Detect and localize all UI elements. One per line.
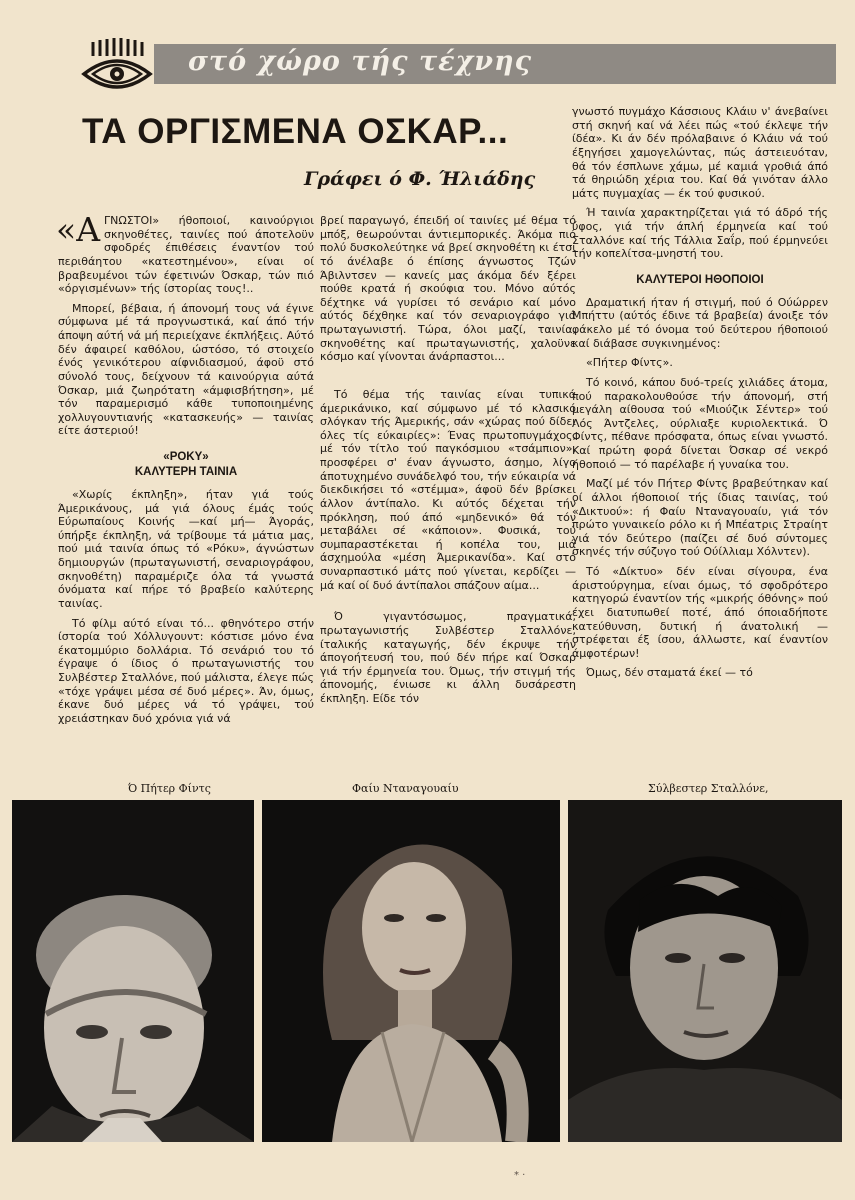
page-mark: * · xyxy=(514,1170,526,1181)
photo-peter-finch xyxy=(12,800,254,1142)
photo-sylvester-stallone xyxy=(568,800,842,1142)
text-column-3 xyxy=(572,105,828,686)
paragraph: «Πήτερ Φίντς». xyxy=(586,356,673,370)
article-headline: ΤΑ ΟΡΓΙΣΜΕΝΑ ΟΣΚΑΡ... xyxy=(82,112,509,151)
caption-sylvester-stallone: Σύλβεστερ Σταλλόνε, xyxy=(648,782,769,795)
section-title: στό χώρο τής τέχνης xyxy=(188,46,533,77)
subheading-rocky: «ΡΟΚΥ» ΚΑΛΥΤΕΡΗ ΤΑΙΝΙΑ xyxy=(134,451,238,478)
paragraph: Μαζί μέ τόν Πήτερ Φίντς βραβεύτηκαν καί οί άλλοι ήθοποιοί τής ίδιας ταινίας, τού «Δικτυού»: ή Φαίυ Νταναγουαίυ, γιά τόν πρώτο γυναικείο ρόλο κι ή Μπέατρις Στραίητ γιά τόν δεύτερο (παίζει σέ δυό σύντομες σκηνές τήν σύζυγο τού Ούίλλιαμ Χόλντεν). xyxy=(572,477,828,559)
paragraph: Τό φίλμ αύτό είναι τό... φθηνότερο στήν ίστορία τού Χόλλυγουντ: κόστισε μόνο ένα έκατομμύριο δολλάρια. Τό σενάριό του τό έγραψε ό ίδιος ό πρωταγωνιστής του Συλβέστερ Σταλλόνε, πού μάλιστα, έλεγε πώς «τόχε γράψει μέσα σέ δυό μέρες». Άν, όμως, έκανε δυό μέρες νά τό γράψει, τού χρειάστηκαν δυό χρόνια γιά νά xyxy=(58,616,314,725)
text-column-1 xyxy=(56,210,314,732)
paragraph: βρεί παραγωγό, έπειδή οί ταινίες μέ θέμα τό μπόξ, θεωρούνται άντιεμπορικές. Άκόμα πιό πολύ δυσκολεύτηκε νά βρεί σκηνοθέτη κι έτσι τό άνέλαβε ό έπίσης άγνωστος Τζών Άβιλντσεν — κανείς μας άκόμα δέν ξέρει πούθε κρατά ή σκούφια του. Μόνο αύτός δέχτηκε νά γυρίσει τό σενάριο καί μόνο αύτός δέχθηκε καί τόν σεναριογράφο γιά πρωταγωνιστή. Τώρα, όλοι μαζί, ταινία, σκηνοθέτης καί πρωταγωνιστής, χαλοϋνε κόσμο καί γίνονται άνάρπαστοι... xyxy=(320,214,576,364)
paragraph: «ΑΓΝΩΣΤΟΙ» ήθοποιοί, καινούργιοι σκηνοθέτες, ταινίες πού άποτελοϋν σφοδρές έπιθέσεις έναντίον τού περιθάητου «κατεστημένου», είναι οί βραβευμένοι τών έφετινών Όσκαρ, τών πιό «όργισμένων» τής ίστορίας τους!.. xyxy=(56,210,314,296)
caption-faye-dunaway: Φαίυ Νταναγουαίυ xyxy=(352,782,459,795)
paragraph: «Χωρίς έκπληξη», ήταν γιά τούς Άμερικάνους, μά γιά όλους έμάς τούς Εύρωπαίους Κοινής —καί μή— Άγοράς, ύπήρξε έκπληξη, νά τρίβουμε τά μάτια μας, πού μιά ταινία όπως τό «Ρόκυ», άγνώστων δημιουργών (πρωταγωνιστή, σεναριογράφου, σκηνοθέτη) παραμέριζε όλα τά γνωστά όνόματα καί πήρε τό βραβείο καλύτερης ταινίας. xyxy=(58,487,314,610)
drop-cap: «Α xyxy=(56,210,101,249)
paragraph: Μπορεί, βέβαια, ή άπονομή τους νά έγινε σύμφωνα μέ τά προγνωστικά, καί άπό τήν άποψη αύτή νά μή περιείχανε έκπλήξεις. Αύτό δέν άφαιρεί καθόλου, ώστόσο, τό στοιχείο ένός γενικότερου αίφνιδιασμού, άφοϋ στό σύνολό τους, δείχνουν τά καινούργια αύτά Όσκαρ, μιά ζωηρότατη «άμφισβήτηση», μέ τόν παραμερισμό κάθε τυποποιημένης χολλυγουντιανής «κατασκευής» — ταινίας είτε άστεριού! xyxy=(58,301,314,438)
article-byline: Γράφει ό Φ. Ήλιάδης xyxy=(304,168,536,190)
caption-peter-finch: Ό Πήτερ Φίντς xyxy=(128,782,211,795)
text-column-2 xyxy=(320,214,576,712)
subheading-best-actors: ΚΑΛΥΤΕΡΟΙ ΗΘΟΠΟΙΟΙ xyxy=(636,273,764,286)
paragraph: Δραματική ήταν ή στιγμή, πού ό Ούώρρεν Μπήττυ (αύτός έδινε τά βραβεία) άνοιξε τόν φάκελο μέ τό όνομα τού δεύτερου ήθοποιού καί διάβασε συγκινημένος: xyxy=(572,295,828,350)
paragraph: γνωστό πυγμάχο Κάσσιους Κλάιυ ν' άνεβαίνει στή σκηνή καί νά λέει πώς «τού έκλεψε τήν ίδέα». Κι άν δέν πρόλαβαινε ό Κλάιυ νά τού έξηγήσει χαμογελώντας, πώς άστειευόταν, θά τόν έσπλωνε χάμω, μέ καμιά γροθιά άπό τά θηριώδη χέρια του. Καί θά γινόταν άλλο μάτς πυγμαχίας — έκ τού φυσικού. xyxy=(572,105,828,200)
paragraph: Τό θέμα τής ταινίας είναι τυπικά άμερικάνικο, καί σύμφωνο μέ τό κλασικό σλόγκαν τής Άμερικής, σάν «χώρας πού δίδει όλες τίς εύκαιρίες»: Ένας πρωτοπυγμάχος, μέ τόν τίτλο τού παγκόσμιου «τσάμπιον», προσφέρει σ' έναν άγνωστο, άσημο, λίγο άποτυχημένο συνάδελφό του, τήν εύκαιρία νά διεκδικήσει τό «στέμμα», άφοϋ δέν βρίσκει άλλον άντίπαλο. Κι αύτός δέχεται τήν πρόκληση, πού άπό «μηδενικό» θά τόν μεταβάλει σέ «κάποιον». Φυσικά, τού συμπαραστέκεται ή κοπέλα του, μιά άσχημούλα «μέση Άμερικανίδα». Καί στό συναρπαστικό μάτς πού γίνεται, κερδίζει — μά καί οί δυό άντίπαλοι σπάζουν αίμα... xyxy=(320,387,576,592)
paragraph: Όμως, δέν σταματά έκεί — τό xyxy=(586,666,753,680)
paragraph: Τό «Δίκτυο» δέν είναι σίγουρα, ένα άριστούργημα, είναι όμως, τό σφοδρότερο κατηγορώ έναντίον τής «μικρής όθόνης» πού έχει διατυπωθεί ποτέ, άπό όποιαδήποτε κατεύθυνση, δυτική ή άνατολική — στρέφεται έξ ίσου, άλλωστε, καί έναντίον άμφοτέρων! xyxy=(572,565,828,660)
paragraph: Ή ταινία χαρακτηρίζεται γιά τό άδρό τής ύφος, γιά τήν άπλή έρμηνεία καί τού Σταλλόνε καί τής Τάλλια Σαΐρ, πού έρμηνεύει τήν κοπελίτσα-μνηστή του. xyxy=(572,206,828,261)
paragraph: Ό γιγαντόσωμος, πραγματικά, πρωταγωνιστής Συλβέστερ Σταλλόνε, ίταλικής καταγωγής, δέν έκρυψε τήν άπογοήτευσή του, πού δέν πήρε καί Όσκαρ γιά τήν έρμηνεία του. Όμως, τήν στιγμή τής άπονομής, ένιωσε κι άλλη δυσάρεστη έκπληξη. Είδε τόν xyxy=(320,610,576,705)
eye-logo-icon xyxy=(80,36,154,100)
paragraph: Τό κοινό, κάπου δυό-τρείς χιλιάδες άτομα, πού παρακολουθούσε τήν άπονομή, στή μεγάλη αίθουσα τού «Μιούζικ Σέντερ» τού Λός Άντζελες, ούρλιαξε κυριολεκτικά. Ό Φίντς, πέθανε πρόσφατα, όπως είναι γνωστό. Καί πρώτη φορά δίνεται Όσκαρ σέ νεκρό ήθοποιό — τό παρέλαβε ή γυναίκα του. xyxy=(572,375,828,471)
section-banner xyxy=(88,44,836,84)
photo-faye-dunaway xyxy=(262,800,560,1142)
